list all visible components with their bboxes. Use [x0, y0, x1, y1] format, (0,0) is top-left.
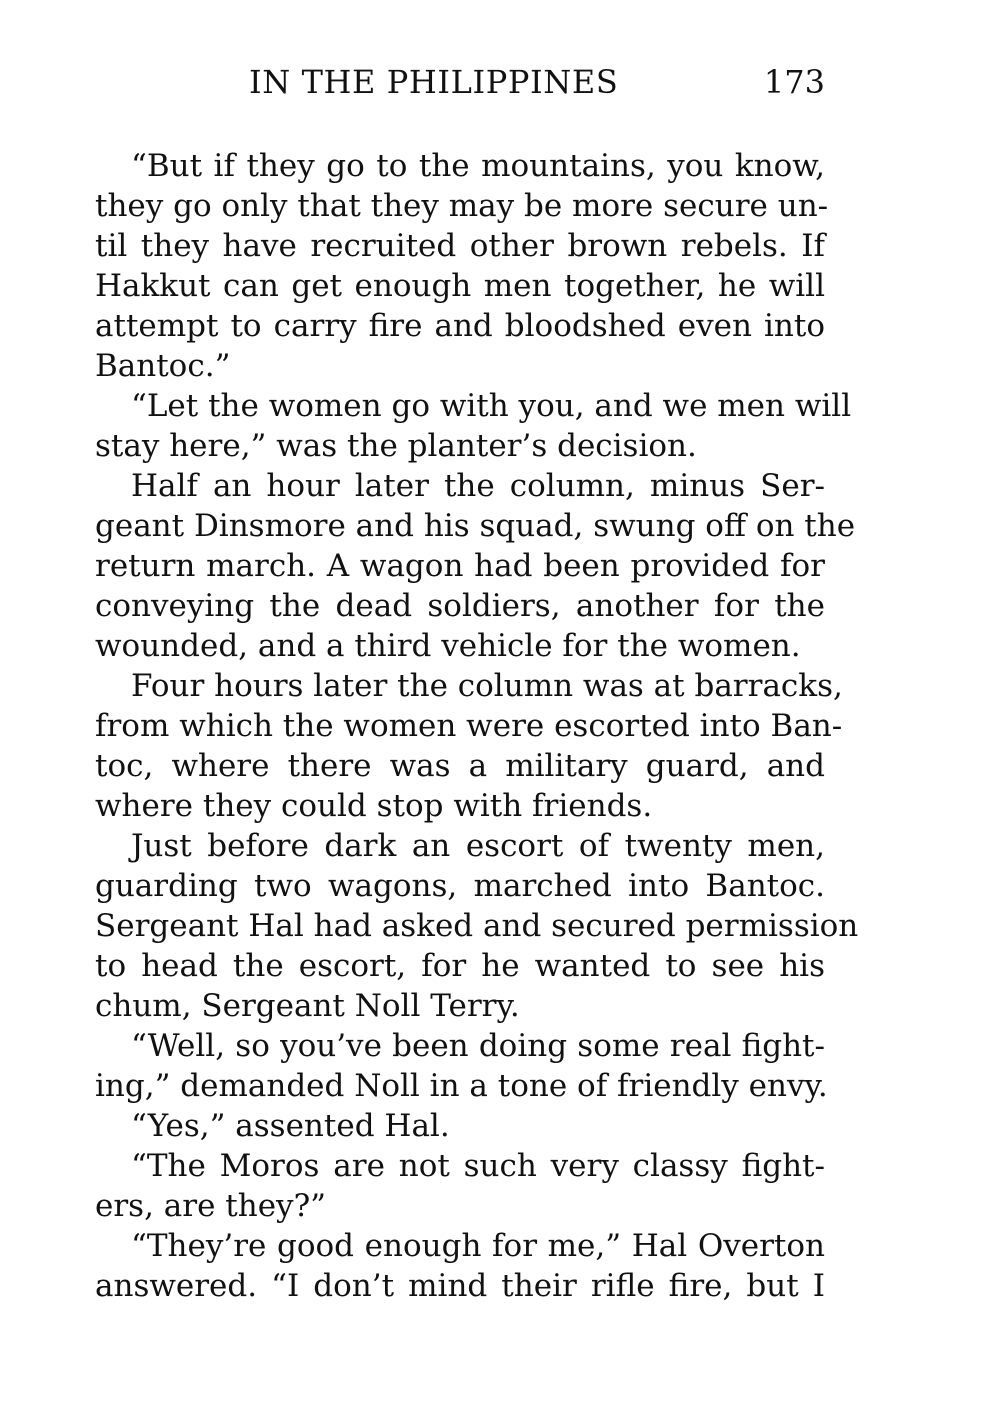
text-line: Bantoc.” [95, 348, 231, 384]
text-line: stay here,” was the planter’s decision. [95, 428, 697, 464]
text-line: they go only that they may be more secure un- [95, 188, 829, 224]
text-line: conveying the dead soldiers, another for the [95, 588, 825, 624]
text-line: “Yes,” assented Hal. [131, 1108, 450, 1144]
text-line: til they have recruited other brown rebels. If [95, 228, 825, 264]
text-line: geant Dinsmore and his squad, swung off on the [95, 508, 856, 544]
text-line: “Let the women go with you, and we men will [131, 388, 852, 424]
text-line: toc, where there was a military guard, and [95, 748, 825, 784]
paragraph [95, 386, 852, 466]
text-line: return march. A wagon had been provided for [95, 548, 825, 584]
text-line: Just before dark an escort of twenty men, [131, 828, 825, 864]
text-line: ers, are they?” [95, 1188, 327, 1224]
paragraph [95, 1226, 825, 1306]
text-line: “They’re good enough for me,” Hal Overton [131, 1228, 825, 1264]
running-title: IN THE PHILIPPINES [249, 63, 619, 101]
page-number: 173 [763, 63, 825, 101]
text-line: Sergeant Hal had asked and secured permission [95, 908, 859, 944]
text-line: Half an hour later the column, minus Ser- [131, 468, 825, 504]
text-line: where they could stop with friends. [95, 788, 653, 824]
paragraph [95, 1146, 825, 1226]
body-text [95, 146, 859, 1306]
text-line: chum, Sergeant Noll Terry. [95, 988, 520, 1024]
text-line: wounded, and a third vehicle for the women. [95, 628, 801, 664]
paragraph [95, 666, 843, 826]
text-line: from which the women were escorted into Ban- [95, 708, 843, 744]
paragraph [95, 826, 859, 1026]
paragraph [95, 466, 856, 666]
paragraph [95, 1026, 828, 1106]
text-line: Four hours later the column was at barracks, [131, 668, 843, 704]
text-line: attempt to carry fire and bloodshed even into [95, 308, 825, 344]
text-line: to head the escort, for he wanted to see his [95, 948, 825, 984]
text-line: Hakkut can get enough men together, he will [95, 268, 825, 304]
paragraph [95, 1106, 825, 1146]
text-line: answered. “I don’t mind their rifle fire, but I [95, 1268, 825, 1304]
paragraph [95, 146, 829, 386]
text-line: “But if they go to the mountains, you know, [131, 148, 825, 184]
text-line: “Well, so you’ve been doing some real fight- [131, 1028, 825, 1064]
text-line: guarding two wagons, marched into Bantoc. [95, 868, 825, 904]
running-header [95, 62, 825, 102]
text-line: ing,” demanded Noll in a tone of friendly envy. [95, 1068, 828, 1104]
text-line: “The Moros are not such very classy fight- [131, 1148, 825, 1184]
